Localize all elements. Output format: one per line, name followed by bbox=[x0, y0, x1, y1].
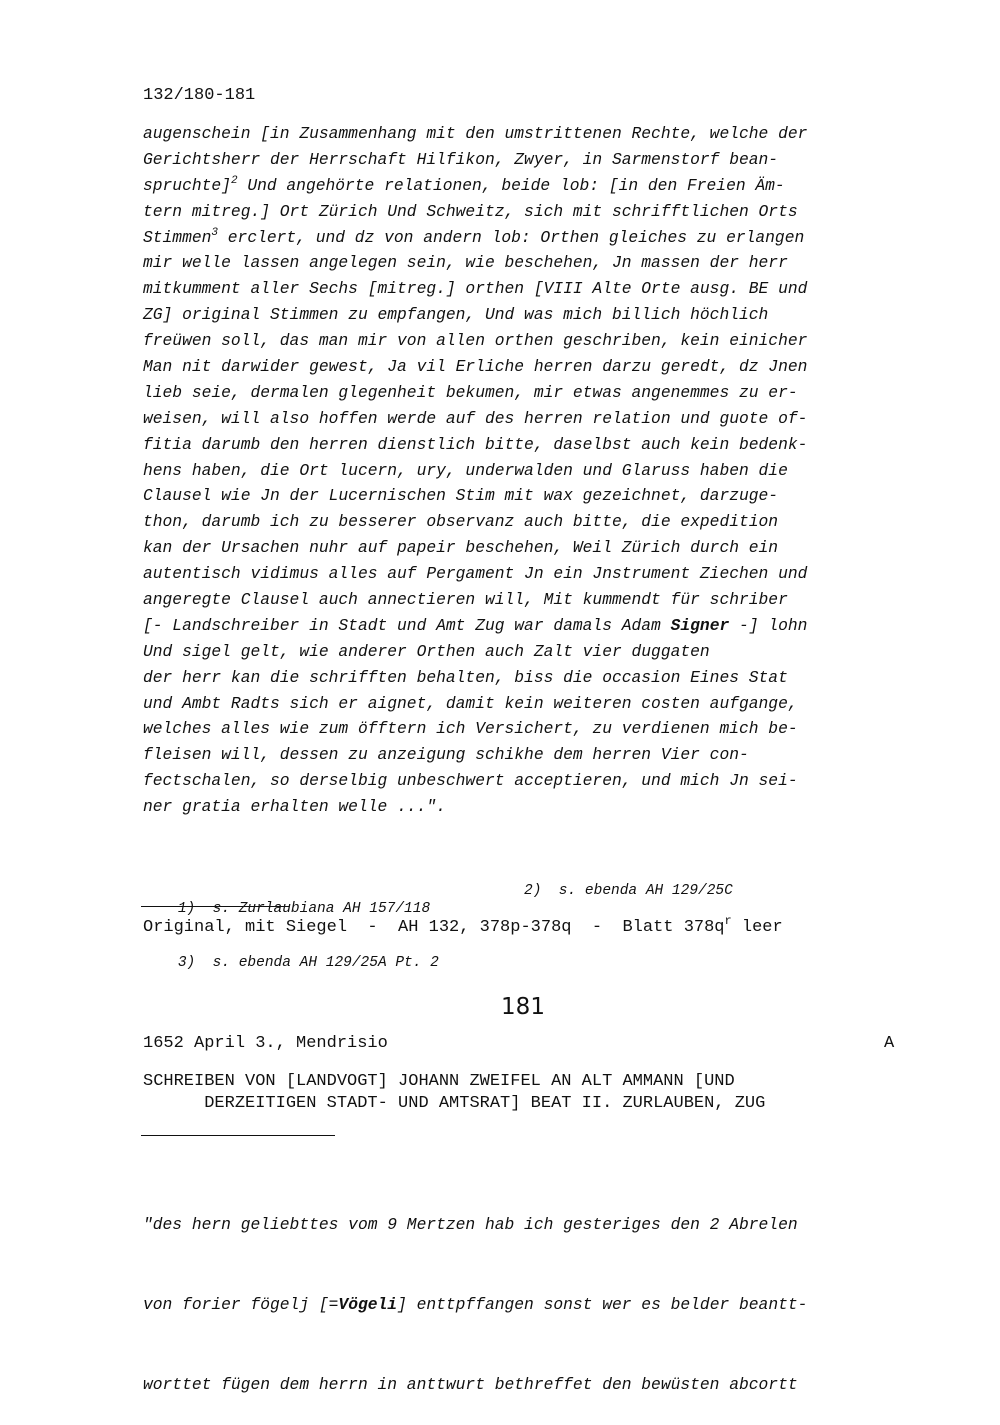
body-line: mir welle lassen angelegen sein, wie beschehen, Jn massen der herr bbox=[143, 253, 788, 273]
quote-line-3: worttet fügen dem herrn in anttwurt bethreffet den bewüsten abcortt bbox=[143, 1374, 798, 1394]
footnote-marker: 3 bbox=[211, 226, 219, 239]
body-line: welches alles wie zum öfftern ich Versichert, zu verdienen mich be- bbox=[143, 719, 798, 739]
body-line: Clausel wie Jn der Lucernischen Stim mit wax gezeichnet, darzuge- bbox=[143, 486, 779, 506]
body-line: autentisch vidimus alles auf Pergament Jn ein Jnstrument Ziechen und bbox=[143, 564, 808, 584]
footnote-1: 1) s. Zurlaubiana AH 157/118 bbox=[177, 901, 431, 917]
title-separator-rule bbox=[141, 1135, 335, 1136]
body-line: lieb seie, dermalen glegenheit bekumen, mir etwas angenemmes zu er- bbox=[143, 382, 798, 402]
body-line-part: -] lohn bbox=[729, 615, 808, 635]
body-line: kan der Ursachen nuhr auf papeir beschehen, Weil Zürich durch ein bbox=[143, 538, 779, 558]
body-line: freüwen soll, das man mir von allen orthen geschriben, kein einicher bbox=[143, 331, 808, 351]
quote-line-1: "des hern geliebttes vom 9 Mertzen hab ich gesteriges den 2 Abrelen bbox=[143, 1215, 798, 1235]
body-line bbox=[143, 173, 923, 199]
source-note bbox=[143, 914, 783, 937]
footnote-3: 3) s. ebenda AH 129/25A Pt. 2 bbox=[177, 955, 439, 971]
source-superscript: r bbox=[724, 914, 732, 928]
document-title bbox=[143, 1071, 765, 1115]
body-line: angeregte Clausel auch annectieren will, Mit kummendt für schriber bbox=[143, 590, 788, 610]
body-line: ner gratia erhalten welle ...". bbox=[143, 797, 446, 817]
body-line bbox=[143, 613, 923, 639]
body-line: und Ambt Radts sich er aignet, damit kein weiteren costen aufgange, bbox=[143, 693, 798, 713]
separator-rule bbox=[141, 906, 289, 907]
bold-name: Signer bbox=[670, 615, 730, 635]
body-line: fectschalen, so derselbig unbeschwert acceptieren, und mich Jn sei- bbox=[143, 771, 798, 791]
body-line-part: Stimmen bbox=[143, 227, 212, 247]
body-line: fitia darumb den herren dienstlich bitte, daselbst auch kein bedenk- bbox=[143, 434, 808, 454]
body-line: Und sigel gelt, wie anderer Orthen auch Zalt vier duggaten bbox=[143, 641, 710, 661]
body-line: der herr kan die schrifften behalten, biss die occasion Eines Stat bbox=[143, 667, 788, 687]
body-line: hens haben, die Ort lucern, ury, underwalden und Glaruss haben die bbox=[143, 460, 788, 480]
body-line: Man nit darwider gewest, Ja vil Erliche herren darzu geredt, dz Jnen bbox=[143, 357, 808, 377]
body-line: mitkumment aller Sechs [mitreg.] orthen [VIII Alte Orte ausg. BE und bbox=[143, 279, 808, 299]
title-line-2: DERZEITIGEN STADT- UND AMTSRAT] BEAT II. ZURLAUBEN, ZUG bbox=[143, 1094, 766, 1113]
quote-text bbox=[143, 1159, 807, 1425]
document-number: 181 bbox=[501, 994, 545, 1020]
date-place: 1652 April 3., Mendrisio bbox=[143, 1034, 388, 1053]
body-line bbox=[143, 225, 923, 251]
body-line-part: erclert, und dz von andern lob: Orthen gleiches zu erlangen bbox=[218, 227, 805, 247]
quote-line-2-start: von forier fögelj [= bbox=[143, 1294, 339, 1314]
body-line: tern mitreg.] Ort Zürich Und Schweitz, sich mit schrifftlichen Orts bbox=[143, 201, 798, 221]
body-line: weisen, will also hoffen werde auf des herren relation und guote of- bbox=[143, 408, 808, 428]
footnotes bbox=[143, 846, 733, 972]
body-line: Gerichtsherr der Herrschaft Hilfikon, Zwyer, in Sarmenstorf bean- bbox=[143, 149, 779, 169]
quote-line-2-end: ] enttpffangen sonst wer es belder beantt- bbox=[397, 1294, 808, 1314]
source-tail: leer bbox=[731, 918, 783, 937]
quote-line-2 bbox=[143, 1292, 807, 1319]
document-letter: A bbox=[884, 1034, 895, 1053]
page-reference: 132/180-181 bbox=[143, 86, 256, 105]
body-line-part: [- Landschreiber in Stadt und Amt Zug war damals Adam bbox=[143, 615, 671, 635]
body-line: augenschein [in Zusammenhang mit den umstrittenen Rechte, welche der bbox=[143, 124, 808, 143]
body-line: ZG] original Stimmen zu empfangen, Und was mich billich höchlich bbox=[143, 305, 769, 325]
letter-body-text bbox=[143, 121, 923, 820]
body-line: thon, darumb ich zu besserer observanz auch bitte, die expedition bbox=[143, 512, 779, 532]
body-line-part: spruchte] bbox=[143, 175, 231, 195]
footnote-marker: 2 bbox=[230, 174, 238, 187]
source-text: Original, mit Siegel - AH 132, 378p-378q - Blatt 378q bbox=[143, 918, 725, 937]
body-line-part: Und angehörte relationen, beide lob: [in den Freien Äm- bbox=[237, 175, 785, 195]
quote-bold-name: Vögeli bbox=[338, 1294, 398, 1314]
title-line-1: SCHREIBEN VON [LANDVOGT] JOHANN ZWEIFEL AN ALT AMMANN [UND bbox=[143, 1072, 735, 1091]
footnote-2: 2) s. ebenda AH 129/25C bbox=[524, 883, 733, 899]
body-line: fleisen will, dessen zu anzeigung schikhe dem herren Vier con- bbox=[143, 745, 749, 765]
